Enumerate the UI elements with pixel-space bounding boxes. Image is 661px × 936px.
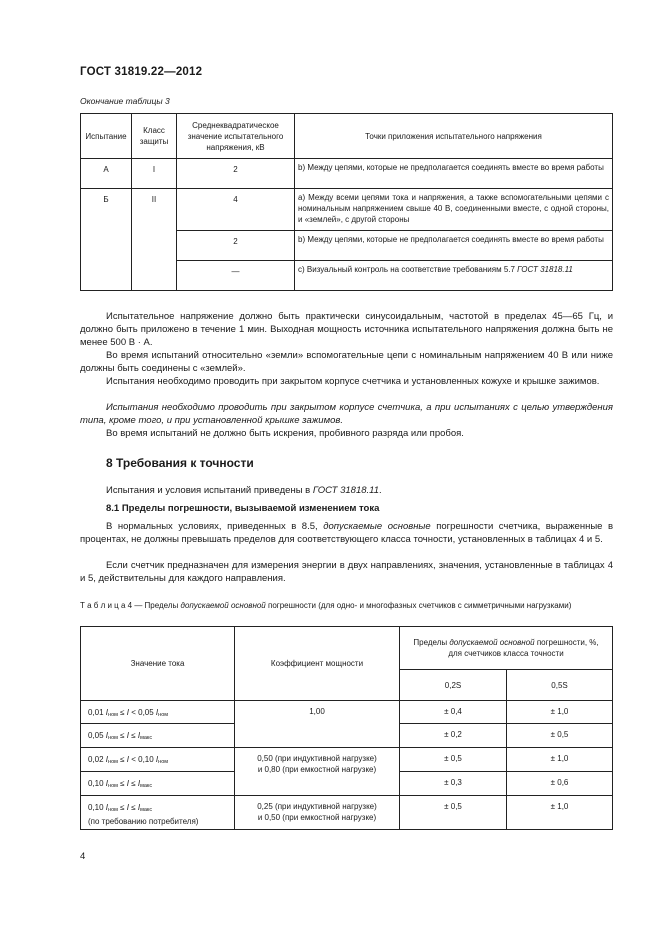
cell-limit-02s: ± 0,5 xyxy=(400,796,507,830)
cell-current: 0,10 Iном ≤ I ≤ Iмакс xyxy=(81,772,235,796)
col-header-voltage: Среднеквадратическое значение испытательного напряжения, кВ xyxy=(177,114,295,159)
cell-points: a) Между всеми цепями тока и напряжения, а также вспомогательными цепями с номинальным напряжением свыше 40 В, соединенными вместе, с одной стороны, и «землей», с другой стороны xyxy=(295,189,613,231)
emphasis: допускаемые основные xyxy=(323,521,431,532)
cell-test: А xyxy=(81,159,132,189)
table-row xyxy=(81,748,613,772)
col-header-class: Класс защиты xyxy=(132,114,177,159)
col-header-power-factor: Коэффициент мощности xyxy=(235,627,400,701)
cell-limit-05s: ± 0,6 xyxy=(507,772,613,796)
cell-limit-02s: ± 0,2 xyxy=(400,724,507,748)
emphasis: допускаемой основной xyxy=(449,638,535,647)
intro-text: Испытания и условия испытаний приведены в xyxy=(106,485,313,496)
text: погрешности счетчика, выраженные в процентах, не должны превышать пределов для соответствующего класса точности, установленных в таблицах 4 и 5. xyxy=(80,521,614,545)
cell-limit-05s: ± 1,0 xyxy=(507,701,613,724)
table3-caption: Окончание таблицы 3 xyxy=(80,96,170,106)
paragraph xyxy=(80,484,613,497)
cell-class: I xyxy=(132,159,177,189)
section-heading: 8 Требования к точности xyxy=(106,456,254,470)
table-3 xyxy=(80,113,613,291)
col-header-limits xyxy=(400,627,613,670)
paragraph xyxy=(80,520,613,546)
cell-voltage: 2 xyxy=(177,159,295,189)
text: погрешности, %, для счетчиков класса точности xyxy=(448,638,599,658)
col-header-class-05s: 0,5S xyxy=(507,670,613,701)
cell-limit-02s: ± 0,4 xyxy=(400,701,507,724)
table-row xyxy=(81,189,613,231)
cell-limit-05s: ± 0,5 xyxy=(507,724,613,748)
page-number: 4 xyxy=(80,851,86,862)
cell-power-factor: 0,50 (при индуктивной нагрузке) и 0,80 (при емкостной нагрузке) xyxy=(235,748,400,796)
table-header-row xyxy=(81,114,613,159)
document-header: ГОСТ 31819.22—2012 xyxy=(80,66,203,78)
cell-limit-05s: ± 1,0 xyxy=(507,748,613,772)
col-header-current: Значение тока xyxy=(81,627,235,701)
standard-reference: ГОСТ 31818.11 xyxy=(312,485,380,496)
col-header-class-02s: 0,2S xyxy=(400,670,507,701)
paragraph: Испытания необходимо проводить при закрытом корпусе счетчика и установленных кожухе и крышке зажимов. xyxy=(106,376,600,387)
table4-caption xyxy=(80,600,613,611)
table-header-row xyxy=(81,627,613,670)
paragraph: Если счетчик предназначен для измерения энергии в двух направлениях, значения, установленные в таблицах 4 и 5, действительны для каждого направления. xyxy=(80,560,613,584)
table-row xyxy=(81,159,613,189)
cell-current: 0,01 Iном ≤ I < 0,05 Iном xyxy=(81,701,235,724)
subsection-heading: 8.1 Пределы погрешности, вызываемой изменением тока xyxy=(106,503,380,514)
cell-current: 0,10 Iном ≤ I ≤ Iмакс (по требованию потребителя) xyxy=(81,796,235,830)
cell-limit-02s: ± 0,3 xyxy=(400,772,507,796)
paragraph: Во время испытаний не должно быть искрения, пробивного разряда или пробоя. xyxy=(106,428,464,439)
col-header-test: Испытание xyxy=(81,114,132,159)
points-text: c) Визуальный контроль на соответствие требованиям 5.7 xyxy=(298,265,518,274)
cell-test: Б xyxy=(81,189,132,291)
cell-power-factor: 1,00 xyxy=(235,701,400,748)
paragraph: Испытательное напряжение должно быть практически синусоидальным, частотой в пределах 45—65 Гц, и должно быть приложено в течение 1 мин. Выходная мощность источника испытательного напряжения должна быть не менее 500 В · А. xyxy=(80,311,613,348)
text: Пределы xyxy=(413,638,450,647)
cell-class: II xyxy=(132,189,177,291)
cell-voltage: 4 xyxy=(177,189,295,231)
cell-voltage: 2 xyxy=(177,231,295,261)
cell-power-factor: 0,25 (при индуктивной нагрузке) и 0,50 (при емкостной нагрузке) xyxy=(235,796,400,830)
cell-voltage: — xyxy=(177,261,295,291)
cell-points xyxy=(295,261,613,291)
caption-text: Т а б л и ц а 4 — Пределы xyxy=(80,601,181,610)
col-header-points: Точки приложения испытательного напряжения xyxy=(295,114,613,159)
table-row xyxy=(81,701,613,724)
cell-points: b) Между цепями, которые не предполагается соединять вместе во время работы xyxy=(295,231,613,261)
paragraph: Во время испытаний относительно «земли» вспомогательные цепи с номинальным напряжением 40 В или ниже должны быть соединены с «землей». xyxy=(80,350,613,374)
table-row xyxy=(81,796,613,830)
cell-limit-05s: ± 1,0 xyxy=(507,796,613,830)
emphasis: допускаемой основной xyxy=(180,601,266,610)
text: В нормальных условиях, приведенных в 8.5, xyxy=(106,521,324,532)
standard-reference: ГОСТ 31818.11 xyxy=(517,265,573,274)
cell-current: 0,05 Iном ≤ I ≤ Iмакс xyxy=(81,724,235,748)
cell-limit-02s: ± 0,5 xyxy=(400,748,507,772)
cell-points: b) Между цепями, которые не предполагается соединять вместе во время работы xyxy=(295,159,613,189)
table-4 xyxy=(80,626,613,830)
paragraph-italic: Испытания необходимо проводить при закрытом корпусе счетчика, а при испытаниях с целью утверждения типа, кроме того, и при установленной крышке зажимов. xyxy=(80,402,613,426)
cell-current: 0,02 Iном ≤ I < 0,10 Iном xyxy=(81,748,235,772)
intro-suffix: . xyxy=(379,485,382,496)
caption-text: погрешности (для одно- и многофазных счетчиков с симметричными нагрузками) xyxy=(265,601,572,610)
current-note: (по требованию потребителя) xyxy=(88,817,199,826)
